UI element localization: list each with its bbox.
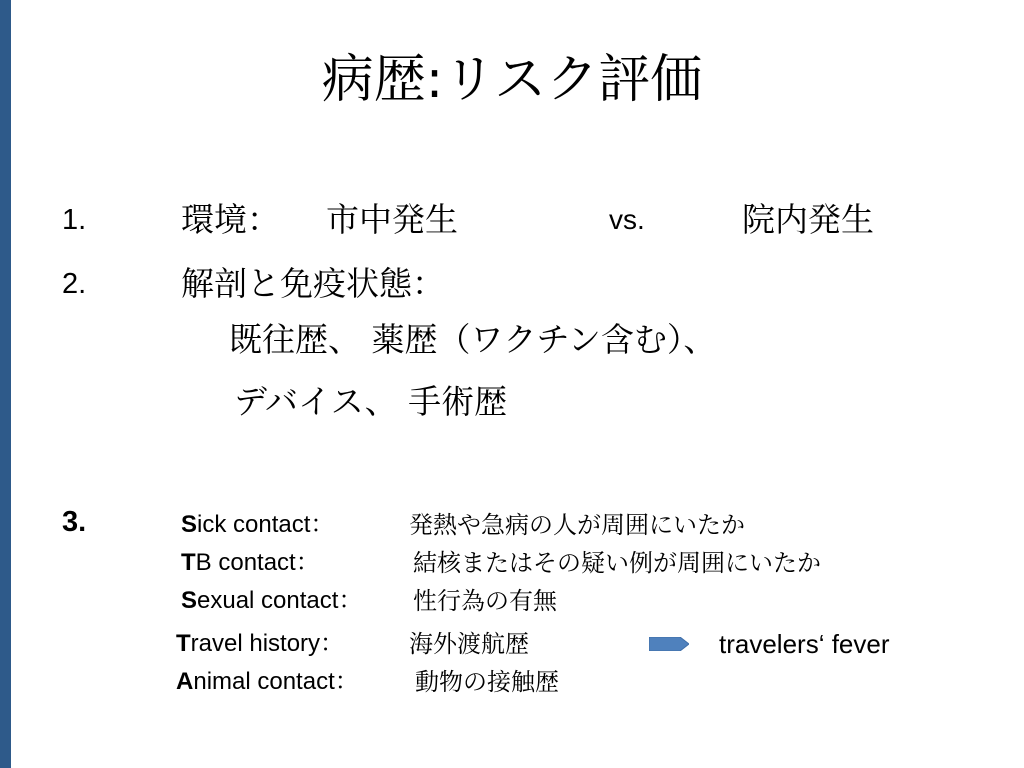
term-rest: B contact：: [195, 549, 320, 576]
desc-travel-history: 海外渡航歴: [409, 630, 529, 658]
item-2-label: 解剖と免疫状態：: [181, 264, 445, 303]
term-rest: ravel history：: [190, 630, 345, 657]
term-initial: T: [181, 549, 196, 576]
item-2-history-line: 既往歴、 薬歴（ワクチン含む）、: [229, 320, 717, 359]
term-rest: nimal contact：: [193, 668, 359, 695]
item-1-option-community: 市中発生: [326, 200, 458, 239]
item-1-number: 1.: [62, 204, 87, 236]
term-initial: A: [176, 668, 194, 695]
right-arrow-icon: [649, 637, 689, 651]
item-1-label: 環境：: [181, 200, 280, 239]
item-2-devices-line: デバイス、 手術歴: [234, 382, 508, 421]
term-initial: S: [181, 587, 198, 614]
term-rest: ick contact：: [197, 511, 335, 538]
item-2-number: 2.: [62, 268, 87, 300]
slide-title: 病歴:リスク評価: [321, 50, 703, 110]
term-sexual-contact: [181, 584, 362, 618]
term-rest: exual contact：: [197, 587, 363, 614]
desc-sick-contact: 発熱や急病の人が周囲にいたか: [409, 511, 745, 539]
term-travel-history: [176, 627, 344, 661]
item-1-option-hospital: 院内発生: [742, 200, 874, 239]
item-1-versus: vs.: [609, 204, 645, 235]
term-sick-contact: [181, 508, 334, 542]
term-initial: S: [181, 511, 198, 538]
term-animal-contact: [176, 665, 359, 699]
desc-tb-contact: 結核またはその疑い例が周囲にいたか: [413, 549, 821, 577]
travelers-fever-note: travelers‘ fever: [719, 629, 890, 659]
term-tb-contact: [181, 546, 320, 580]
desc-animal-contact: 動物の接触歴: [415, 668, 559, 696]
desc-sexual-contact: 性行為の有無: [413, 587, 557, 615]
item-3-number: 3.: [62, 506, 87, 538]
term-initial: T: [176, 630, 191, 657]
